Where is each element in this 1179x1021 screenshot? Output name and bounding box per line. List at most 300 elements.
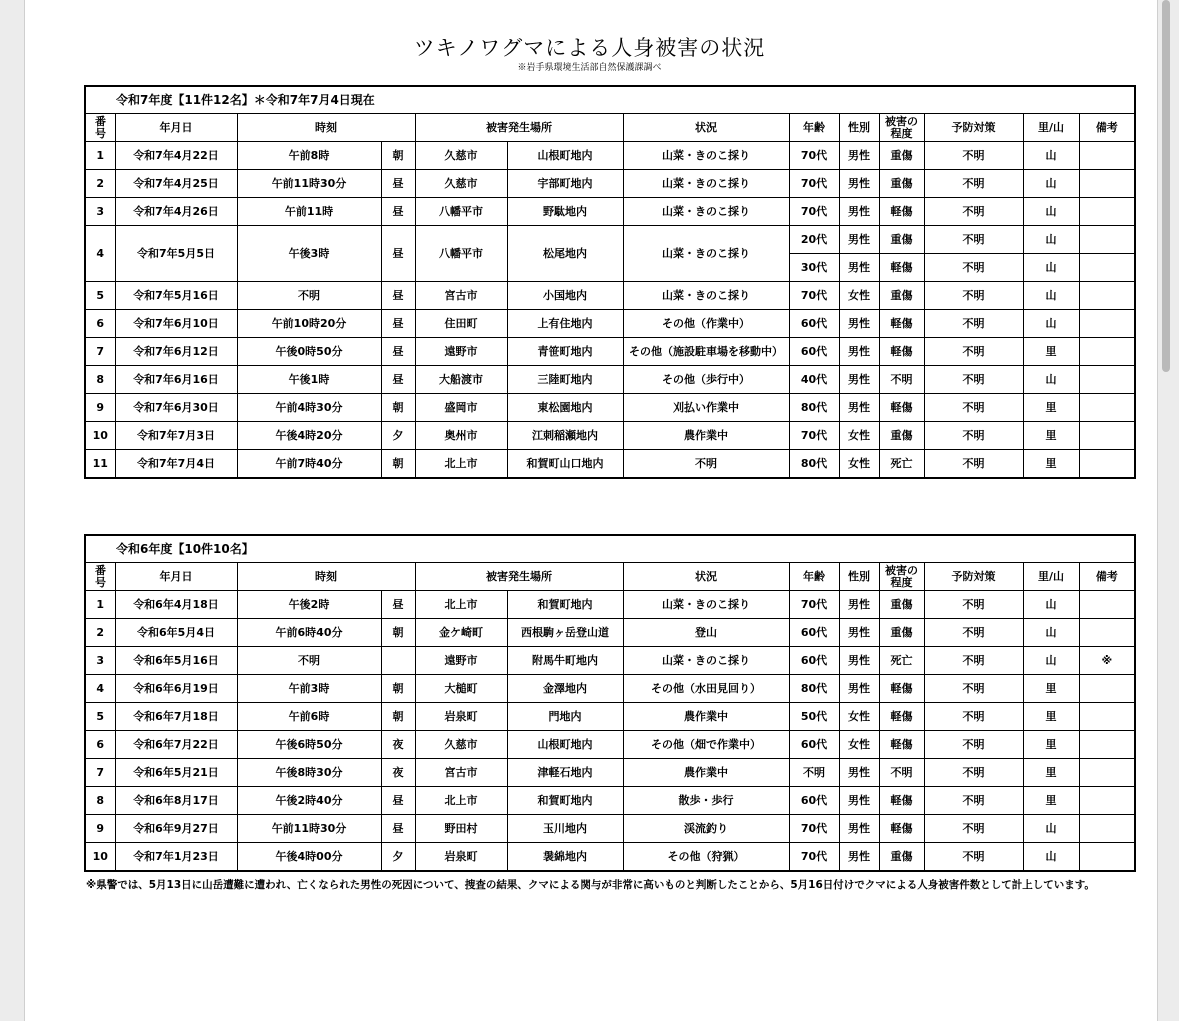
- cell-age: 60代: [789, 338, 839, 366]
- cell-severity: 軽傷: [879, 338, 924, 366]
- cell-prevention: 不明: [924, 226, 1023, 254]
- cell-period: 朝: [381, 703, 415, 731]
- cell-sex: 男性: [839, 675, 879, 703]
- cell-date: 令和7年4月26日: [115, 198, 237, 226]
- table-row: [85, 787, 1135, 815]
- cell-area: 山: [1023, 619, 1079, 647]
- header-time: 時刻: [237, 563, 415, 591]
- cell-notes: [1079, 142, 1135, 170]
- cell-age: 60代: [789, 619, 839, 647]
- table-row: [85, 815, 1135, 843]
- header-area: 里/山: [1023, 563, 1079, 591]
- cell-sex: 女性: [839, 450, 879, 479]
- cell-area: 山: [1023, 815, 1079, 843]
- vertical-scrollbar[interactable]: [1160, 0, 1172, 1021]
- table-row: [85, 170, 1135, 198]
- cell-notes: [1079, 619, 1135, 647]
- cell-prevention: 不明: [924, 675, 1023, 703]
- cell-severity: 死亡: [879, 450, 924, 479]
- cell-place: 上有住地内: [507, 310, 623, 338]
- cell-time: 午後2時: [237, 591, 381, 619]
- cell-area: 里: [1023, 450, 1079, 479]
- cell-period: 朝: [381, 394, 415, 422]
- cell-prevention: 不明: [924, 422, 1023, 450]
- cell-time: 午前6時40分: [237, 619, 381, 647]
- cell-city: 宮古市: [415, 759, 507, 787]
- cell-situation: その他（施設駐車場を移動中）: [623, 338, 789, 366]
- cell-city: 遠野市: [415, 338, 507, 366]
- cell-place: 附馬牛町地内: [507, 647, 623, 675]
- table-row: [85, 703, 1135, 731]
- cell-place: 東松園地内: [507, 394, 623, 422]
- cell-sex: 男性: [839, 198, 879, 226]
- table-row: [85, 310, 1135, 338]
- cell-age: 70代: [789, 422, 839, 450]
- cell-notes: [1079, 310, 1135, 338]
- cell-situation: その他（狩猟）: [623, 843, 789, 872]
- cell-time: 午前11時: [237, 198, 381, 226]
- cell-area: 里: [1023, 394, 1079, 422]
- header-notes: 備考: [1079, 114, 1135, 142]
- cell-place: 和賀町山口地内: [507, 450, 623, 479]
- cell-severity: 軽傷: [879, 731, 924, 759]
- footnote: ※県警では、5月13日に山岳遭難に遭われ、亡くなられた男性の死因について、捜査の結果、クマによる関与が非常に高いものと判断したことから、5月16日付けでクマによる人身被害件数として計上しています。: [86, 879, 1095, 891]
- cell-date: 令和7年6月30日: [115, 394, 237, 422]
- cell-period: 朝: [381, 619, 415, 647]
- cell-age: 80代: [789, 394, 839, 422]
- cell-city: 久慈市: [415, 731, 507, 759]
- cell-place: 青笹町地内: [507, 338, 623, 366]
- table-row: [85, 450, 1135, 479]
- cell-time: 午後6時50分: [237, 731, 381, 759]
- cell-severity: 重傷: [879, 619, 924, 647]
- cell-situation: 山菜・きのこ採り: [623, 198, 789, 226]
- cell-date: 令和6年7月18日: [115, 703, 237, 731]
- cell-date: 令和6年5月4日: [115, 619, 237, 647]
- cell-severity: 重傷: [879, 170, 924, 198]
- cell-prevention: 不明: [924, 591, 1023, 619]
- cell-notes: [1079, 338, 1135, 366]
- cell-situation: 山菜・きのこ採り: [623, 142, 789, 170]
- table-caption-row: [85, 86, 1135, 114]
- cell-sex: 男性: [839, 591, 879, 619]
- cell-number: 5: [85, 703, 115, 731]
- cell-place: 和賀町地内: [507, 787, 623, 815]
- cell-date: 令和6年5月21日: [115, 759, 237, 787]
- cell-date: 令和6年8月17日: [115, 787, 237, 815]
- cell-severity: 軽傷: [879, 787, 924, 815]
- cell-prevention: 不明: [924, 282, 1023, 310]
- cell-prevention: 不明: [924, 254, 1023, 282]
- cell-severity: 軽傷: [879, 254, 924, 282]
- cell-time: 午後1時: [237, 366, 381, 394]
- cell-area: 山: [1023, 142, 1079, 170]
- cell-place: 山根町地内: [507, 731, 623, 759]
- cell-city: 住田町: [415, 310, 507, 338]
- cell-notes: [1079, 843, 1135, 872]
- cell-prevention: 不明: [924, 647, 1023, 675]
- cell-age: 20代: [789, 226, 839, 254]
- cell-severity: 軽傷: [879, 198, 924, 226]
- cell-prevention: 不明: [924, 759, 1023, 787]
- cell-area: 山: [1023, 591, 1079, 619]
- cell-period: 昼: [381, 198, 415, 226]
- header-location: 被害発生場所: [415, 114, 623, 142]
- cell-situation: 渓流釣り: [623, 815, 789, 843]
- cell-period: 朝: [381, 142, 415, 170]
- cell-severity: 不明: [879, 366, 924, 394]
- cell-age: 30代: [789, 254, 839, 282]
- cell-period: 昼: [381, 366, 415, 394]
- table-row: [85, 226, 1135, 254]
- cell-prevention: 不明: [924, 394, 1023, 422]
- cell-prevention: 不明: [924, 619, 1023, 647]
- table-row: [85, 142, 1135, 170]
- cell-severity: 重傷: [879, 142, 924, 170]
- header-severity: [879, 114, 924, 142]
- header-location: 被害発生場所: [415, 563, 623, 591]
- cell-area: 山: [1023, 310, 1079, 338]
- cell-period: 昼: [381, 282, 415, 310]
- cell-number: 3: [85, 647, 115, 675]
- cell-age: 70代: [789, 282, 839, 310]
- header-age: 年齢: [789, 563, 839, 591]
- cell-sex: 男性: [839, 843, 879, 872]
- cell-severity: 軽傷: [879, 815, 924, 843]
- cell-situation: その他（畑で作業中）: [623, 731, 789, 759]
- cell-period: 昼: [381, 591, 415, 619]
- cell-date: 令和7年7月3日: [115, 422, 237, 450]
- cell-city: 北上市: [415, 591, 507, 619]
- cell-place: 山根町地内: [507, 142, 623, 170]
- cell-number: 1: [85, 142, 115, 170]
- cell-date: 令和7年6月12日: [115, 338, 237, 366]
- cell-date: 令和6年6月19日: [115, 675, 237, 703]
- cell-period: 夕: [381, 422, 415, 450]
- cell-prevention: 不明: [924, 450, 1023, 479]
- cell-place: 松尾地内: [507, 226, 623, 282]
- header-severity-line1: 被害の: [885, 114, 918, 128]
- cell-situation: 山菜・きのこ採り: [623, 170, 789, 198]
- cell-notes: [1079, 731, 1135, 759]
- cell-place: 宇部町地内: [507, 170, 623, 198]
- cell-sex: 男性: [839, 366, 879, 394]
- header-date: 年月日: [115, 114, 237, 142]
- cell-sex: 女性: [839, 703, 879, 731]
- cell-notes: [1079, 422, 1135, 450]
- cell-notes: [1079, 675, 1135, 703]
- cell-number: 10: [85, 843, 115, 872]
- cell-situation: 不明: [623, 450, 789, 479]
- table-row: [85, 282, 1135, 310]
- header-situation: 状況: [623, 563, 789, 591]
- cell-situation: 散歩・歩行: [623, 787, 789, 815]
- cell-period: 昼: [381, 170, 415, 198]
- injury-table-r6: [84, 534, 1136, 872]
- cell-sex: 女性: [839, 731, 879, 759]
- cell-period: 昼: [381, 226, 415, 282]
- table-row: [85, 731, 1135, 759]
- cell-notes: [1079, 198, 1135, 226]
- header-number: 番号: [85, 563, 115, 591]
- cell-age: 60代: [789, 647, 839, 675]
- cell-city: 大船渡市: [415, 366, 507, 394]
- cell-date: 令和7年4月22日: [115, 142, 237, 170]
- table-row: [85, 591, 1135, 619]
- cell-notes: [1079, 282, 1135, 310]
- table-row: [85, 366, 1135, 394]
- cell-period: 夜: [381, 731, 415, 759]
- cell-number: 8: [85, 787, 115, 815]
- cell-severity: 重傷: [879, 226, 924, 254]
- header-situation: 状況: [623, 114, 789, 142]
- cell-age: 80代: [789, 675, 839, 703]
- cell-number: 3: [85, 198, 115, 226]
- table-caption: 令和7年度【11件12名】＊令和7年7月4日現在: [85, 86, 1135, 114]
- cell-severity: 軽傷: [879, 703, 924, 731]
- cell-notes: [1079, 226, 1135, 254]
- cell-prevention: 不明: [924, 142, 1023, 170]
- cell-age: 70代: [789, 170, 839, 198]
- cell-situation: 山菜・きのこ採り: [623, 647, 789, 675]
- cell-area: 山: [1023, 282, 1079, 310]
- cell-period: 夕: [381, 843, 415, 872]
- table-row: [85, 394, 1135, 422]
- cell-notes: [1079, 170, 1135, 198]
- cell-prevention: 不明: [924, 815, 1023, 843]
- cell-time: 午前10時20分: [237, 310, 381, 338]
- injury-table-r7: [84, 85, 1136, 479]
- cell-notes: [1079, 591, 1135, 619]
- cell-city: 岩泉町: [415, 703, 507, 731]
- header-number: 番号: [85, 114, 115, 142]
- cell-sex: 男性: [839, 647, 879, 675]
- cell-date: 令和6年7月22日: [115, 731, 237, 759]
- cell-area: 里: [1023, 787, 1079, 815]
- header-time: 時刻: [237, 114, 415, 142]
- cell-date: 令和6年4月18日: [115, 591, 237, 619]
- cell-number: 11: [85, 450, 115, 479]
- table-row: [85, 619, 1135, 647]
- cell-date: 令和7年1月23日: [115, 843, 237, 872]
- cell-sex: 男性: [839, 310, 879, 338]
- table-row: [85, 338, 1135, 366]
- cell-number: 9: [85, 815, 115, 843]
- cell-sex: 男性: [839, 787, 879, 815]
- cell-area: 里: [1023, 703, 1079, 731]
- cell-period: 朝: [381, 450, 415, 479]
- cell-area: 山: [1023, 254, 1079, 282]
- cell-situation: 農作業中: [623, 703, 789, 731]
- header-severity-line1: 被害の: [885, 563, 918, 577]
- cell-time: 午前11時30分: [237, 815, 381, 843]
- cell-sex: 男性: [839, 254, 879, 282]
- header-prevention: 予防対策: [924, 563, 1023, 591]
- cell-severity: 軽傷: [879, 310, 924, 338]
- cell-date: 令和6年9月27日: [115, 815, 237, 843]
- cell-city: 八幡平市: [415, 198, 507, 226]
- cell-number: 6: [85, 731, 115, 759]
- table-caption: 令和6年度【10件10名】: [85, 535, 1135, 563]
- cell-prevention: 不明: [924, 731, 1023, 759]
- cell-severity: 重傷: [879, 422, 924, 450]
- cell-prevention: 不明: [924, 787, 1023, 815]
- cell-notes: [1079, 366, 1135, 394]
- cell-place: 門地内: [507, 703, 623, 731]
- cell-severity: 重傷: [879, 591, 924, 619]
- cell-situation: 刈払い作業中: [623, 394, 789, 422]
- cell-time: 不明: [237, 647, 381, 675]
- cell-area: 山: [1023, 170, 1079, 198]
- cell-time: 午後0時50分: [237, 338, 381, 366]
- table-row: [85, 759, 1135, 787]
- header-severity: [879, 563, 924, 591]
- cell-prevention: 不明: [924, 198, 1023, 226]
- cell-area: 里: [1023, 422, 1079, 450]
- cell-number: 5: [85, 282, 115, 310]
- cell-city: 八幡平市: [415, 226, 507, 282]
- cell-date: 令和7年4月25日: [115, 170, 237, 198]
- cell-notes: ※: [1079, 647, 1135, 675]
- cell-place: 金澤地内: [507, 675, 623, 703]
- cell-city: 宮古市: [415, 282, 507, 310]
- cell-severity: 死亡: [879, 647, 924, 675]
- cell-area: 山: [1023, 843, 1079, 872]
- cell-city: 久慈市: [415, 170, 507, 198]
- cell-situation: その他（作業中）: [623, 310, 789, 338]
- cell-situation: その他（水田見回り）: [623, 675, 789, 703]
- cell-situation: 山菜・きのこ採り: [623, 591, 789, 619]
- cell-city: 大槌町: [415, 675, 507, 703]
- cell-sex: 男性: [839, 170, 879, 198]
- cell-situation: その他（歩行中）: [623, 366, 789, 394]
- cell-time: 午後4時20分: [237, 422, 381, 450]
- cell-area: 里: [1023, 338, 1079, 366]
- table-row: [85, 675, 1135, 703]
- cell-city: 遠野市: [415, 647, 507, 675]
- cell-situation: 山菜・きのこ採り: [623, 282, 789, 310]
- cell-time: 午前4時30分: [237, 394, 381, 422]
- cell-area: 山: [1023, 226, 1079, 254]
- table-row: [85, 198, 1135, 226]
- cell-prevention: 不明: [924, 843, 1023, 872]
- cell-sex: 女性: [839, 422, 879, 450]
- cell-notes: [1079, 394, 1135, 422]
- cell-number: 10: [85, 422, 115, 450]
- cell-place: 西根駒ヶ岳登山道: [507, 619, 623, 647]
- cell-severity: 軽傷: [879, 394, 924, 422]
- cell-number: 6: [85, 310, 115, 338]
- cell-severity: 軽傷: [879, 675, 924, 703]
- cell-place: 江刺稲瀬地内: [507, 422, 623, 450]
- cell-time: 午前7時40分: [237, 450, 381, 479]
- cell-sex: 女性: [839, 282, 879, 310]
- header-severity-line2: 程度: [890, 575, 913, 589]
- cell-time: 午後2時40分: [237, 787, 381, 815]
- cell-area: 里: [1023, 731, 1079, 759]
- cell-notes: [1079, 787, 1135, 815]
- cell-period: 昼: [381, 310, 415, 338]
- cell-city: 久慈市: [415, 142, 507, 170]
- cell-notes: [1079, 759, 1135, 787]
- cell-number: 7: [85, 338, 115, 366]
- cell-area: 里: [1023, 759, 1079, 787]
- cell-period: 昼: [381, 815, 415, 843]
- cell-period: 朝: [381, 675, 415, 703]
- page-title: ツキノワグマによる人身被害の状況: [413, 36, 766, 60]
- cell-age: 70代: [789, 198, 839, 226]
- header-sex: 性別: [839, 563, 879, 591]
- cell-date: 令和7年7月4日: [115, 450, 237, 479]
- cell-sex: 男性: [839, 394, 879, 422]
- cell-number: 7: [85, 759, 115, 787]
- cell-city: 盛岡市: [415, 394, 507, 422]
- cell-age: 70代: [789, 843, 839, 872]
- cell-notes: [1079, 703, 1135, 731]
- cell-time: 午後8時30分: [237, 759, 381, 787]
- cell-number: 8: [85, 366, 115, 394]
- cell-place: 三陸町地内: [507, 366, 623, 394]
- cell-period: 夜: [381, 759, 415, 787]
- cell-number: 9: [85, 394, 115, 422]
- header-date: 年月日: [115, 563, 237, 591]
- header-prevention: 予防対策: [924, 114, 1023, 142]
- cell-time: 午前3時: [237, 675, 381, 703]
- cell-date: 令和7年5月16日: [115, 282, 237, 310]
- cell-date: 令和7年6月10日: [115, 310, 237, 338]
- cell-prevention: 不明: [924, 310, 1023, 338]
- cell-sex: 男性: [839, 619, 879, 647]
- table-row: [85, 843, 1135, 872]
- table-header-row: [85, 563, 1135, 591]
- cell-prevention: 不明: [924, 366, 1023, 394]
- cell-age: 70代: [789, 815, 839, 843]
- table-row: [85, 422, 1135, 450]
- cell-time: 午前11時30分: [237, 170, 381, 198]
- cell-severity: 重傷: [879, 282, 924, 310]
- header-notes: 備考: [1079, 563, 1135, 591]
- header-area: 里/山: [1023, 114, 1079, 142]
- cell-age: 70代: [789, 142, 839, 170]
- cell-situation: 登山: [623, 619, 789, 647]
- cell-sex: 男性: [839, 226, 879, 254]
- cell-age: 60代: [789, 787, 839, 815]
- cell-severity: 不明: [879, 759, 924, 787]
- cell-sex: 男性: [839, 759, 879, 787]
- cell-notes: [1079, 450, 1135, 479]
- cell-time: 午前8時: [237, 142, 381, 170]
- cell-number: 2: [85, 170, 115, 198]
- cell-age: 80代: [789, 450, 839, 479]
- cell-city: 北上市: [415, 787, 507, 815]
- cell-place: 袰綿地内: [507, 843, 623, 872]
- page-subtitle: ※岩手県環境生活部自然保護課調べ: [517, 63, 662, 73]
- cell-area: 里: [1023, 675, 1079, 703]
- cell-situation: 山菜・きのこ採り: [623, 226, 789, 282]
- cell-sex: 男性: [839, 142, 879, 170]
- cell-city: 岩泉町: [415, 843, 507, 872]
- header-sex: 性別: [839, 114, 879, 142]
- cell-prevention: 不明: [924, 338, 1023, 366]
- cell-area: 山: [1023, 366, 1079, 394]
- cell-city: 野田村: [415, 815, 507, 843]
- cell-place: 小国地内: [507, 282, 623, 310]
- table-header-row: [85, 114, 1135, 142]
- cell-time: 不明: [237, 282, 381, 310]
- cell-time: 午後3時: [237, 226, 381, 282]
- cell-number: 4: [85, 226, 115, 282]
- table-caption-row: [85, 535, 1135, 563]
